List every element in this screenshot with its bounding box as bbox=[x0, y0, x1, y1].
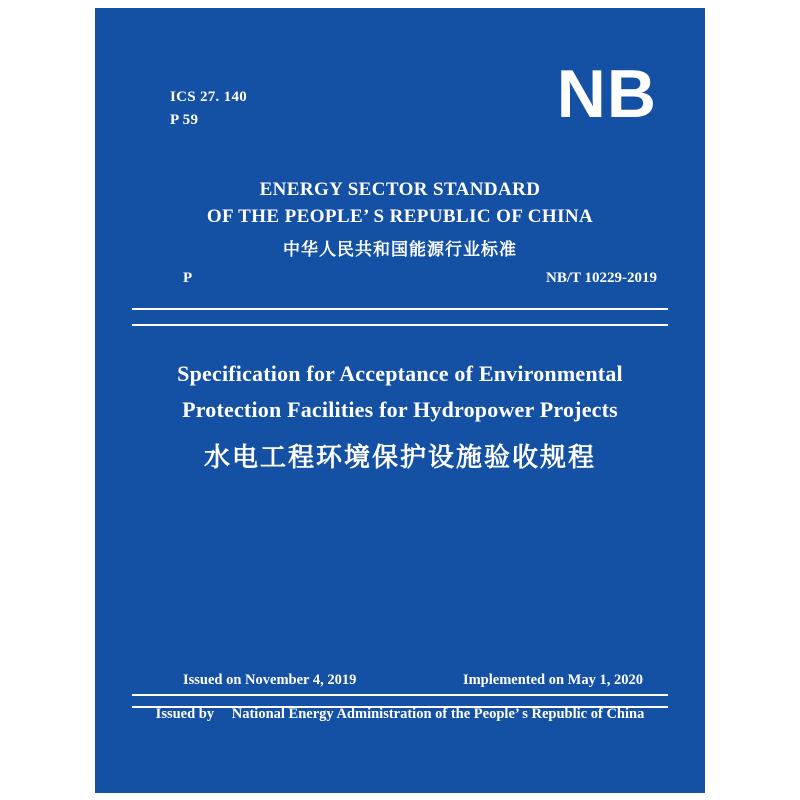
document-title bbox=[135, 356, 665, 478]
issued-by-label: Issued by bbox=[155, 706, 215, 722]
implemented-date: Implemented on May 1, 2020 bbox=[462, 672, 643, 688]
classification-code: P 59 bbox=[170, 112, 199, 128]
org-line-2: OF THE PEOPLE’ S REPUBLIC OF CHINA bbox=[206, 206, 594, 227]
standard-code-row bbox=[183, 270, 657, 287]
standard-cover bbox=[95, 8, 705, 793]
issued-by-name: National Energy Administration of the People’ s Republic of China bbox=[231, 706, 645, 722]
dates-row bbox=[183, 672, 643, 689]
category-code: P bbox=[183, 270, 193, 286]
title-chinese: 水电工程环境保护设施验收规程 bbox=[203, 443, 596, 473]
title-english-line-2: Protection Facilities for Hydropower Projects bbox=[182, 397, 618, 422]
title-english-line-1: Specification for Acceptance of Environmental bbox=[177, 361, 623, 386]
issuing-organization bbox=[95, 176, 705, 265]
org-line-1: ENERGY SECTOR STANDARD bbox=[259, 179, 541, 200]
divider-top-thick bbox=[132, 308, 668, 310]
issued-date: Issued on November 4, 2019 bbox=[183, 672, 357, 688]
ics-code: ICS 27. 140 bbox=[170, 89, 248, 105]
standard-number: NB/T 10229-2019 bbox=[546, 270, 657, 286]
divider-bottom-thick bbox=[132, 694, 668, 696]
divider-top-thin bbox=[132, 324, 668, 326]
issuer-row bbox=[95, 706, 705, 723]
org-line-chinese: 中华人民共和国能源行业标准 bbox=[283, 240, 517, 260]
nb-logo: NB bbox=[556, 56, 657, 132]
ics-code-block bbox=[170, 86, 247, 132]
